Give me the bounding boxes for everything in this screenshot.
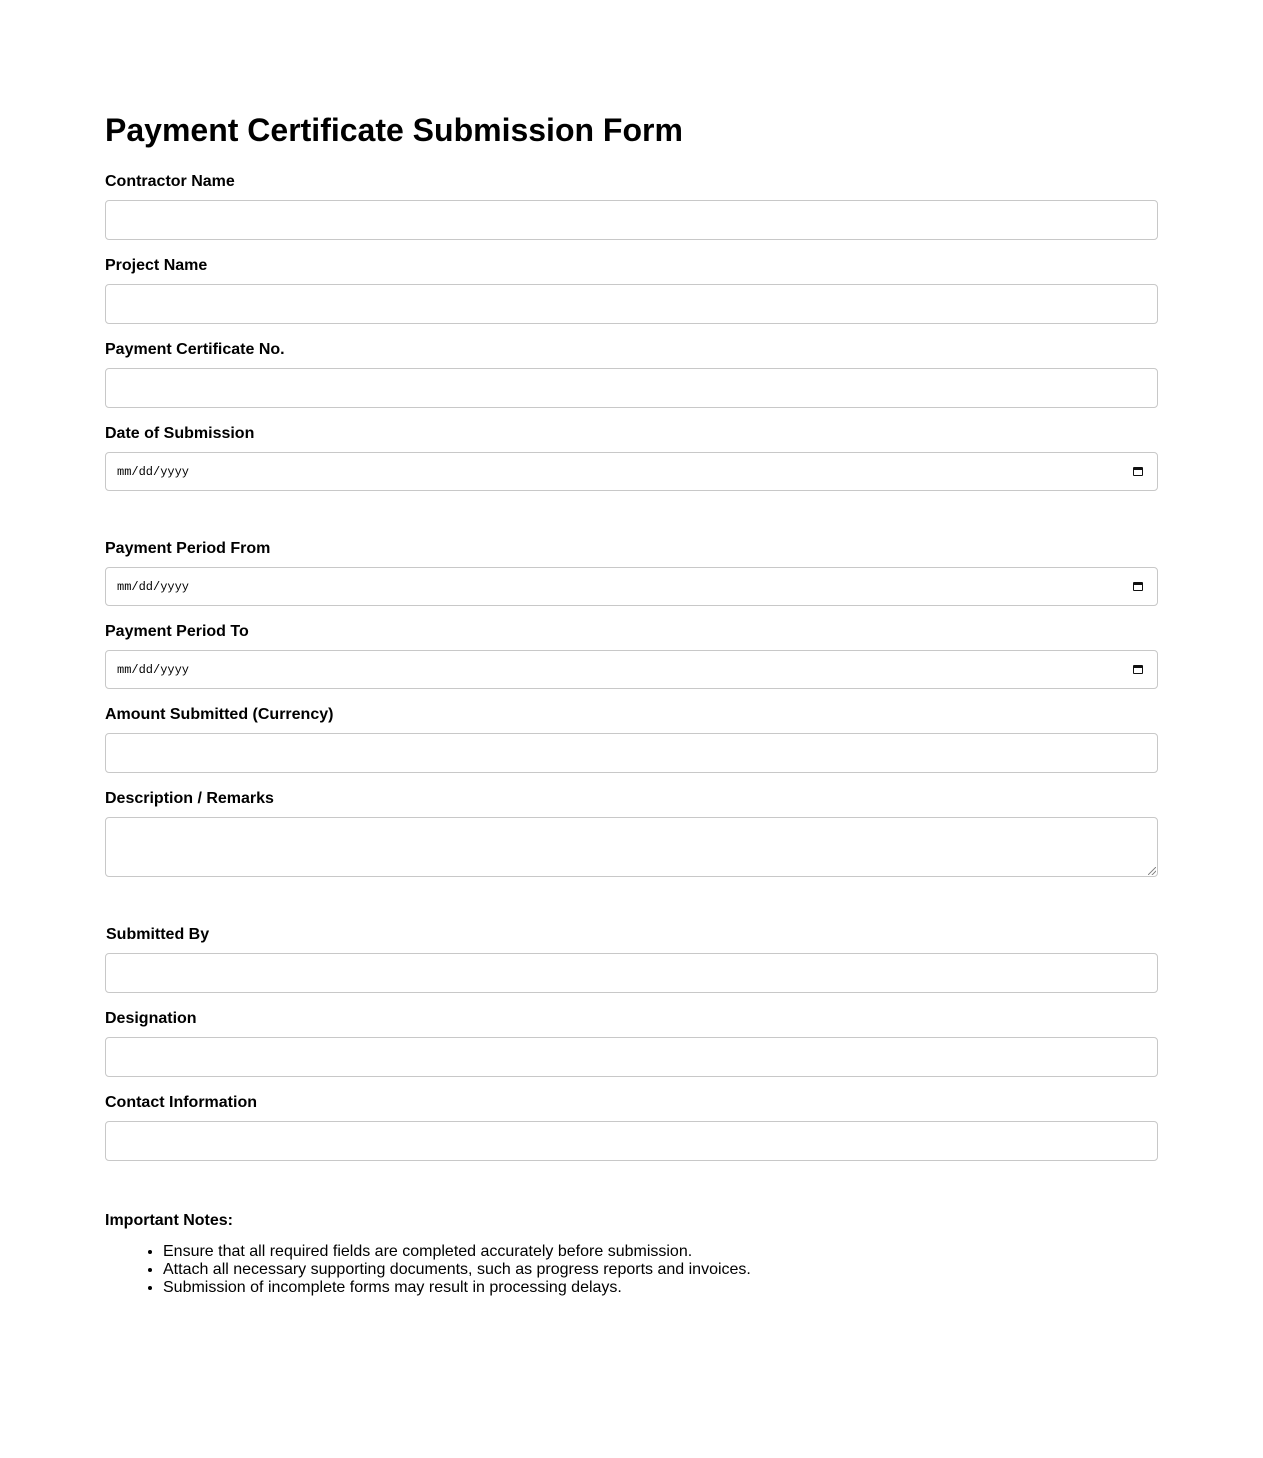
contact-information-input[interactable] [105, 1121, 1158, 1161]
description-textarea[interactable] [105, 817, 1158, 877]
submitted-by-label: Submitted By [106, 926, 210, 943]
submitted-by-input[interactable] [105, 953, 1158, 993]
payment-certificate-no-input[interactable] [105, 368, 1158, 408]
amount-submitted-label: Amount Submitted (Currency) [105, 706, 334, 723]
project-name-input[interactable] [105, 284, 1158, 324]
contact-information-label: Contact Information [105, 1094, 257, 1111]
list-item: • Submission of incomplete forms may result in processing delays. [163, 1279, 751, 1297]
designation-label: Designation [105, 1010, 197, 1027]
description-label: Description / Remarks [105, 790, 274, 807]
calendar-icon[interactable] [1133, 467, 1143, 476]
project-name-label: Project Name [105, 257, 208, 274]
payment-period-from-label: Payment Period From [105, 540, 271, 557]
list-item: • Attach all necessary supporting documents, such as progress reports and invoices. [163, 1261, 751, 1279]
date-of-submission-placeholder: mm/dd/yyyy [117, 464, 190, 479]
payment-period-from-placeholder: mm/dd/yyyy [117, 579, 190, 594]
date-of-submission-input[interactable] [105, 452, 1158, 491]
amount-submitted-input[interactable] [105, 733, 1158, 773]
important-notes-heading: Important Notes: [105, 1212, 233, 1229]
date-of-submission-label: Date of Submission [105, 425, 255, 442]
page-title: Payment Certificate Submission Form [105, 112, 683, 148]
payment-period-to-label: Payment Period To [105, 623, 249, 640]
resize-grip-icon[interactable] [1148, 867, 1156, 875]
contractor-name-label: Contractor Name [105, 173, 235, 190]
calendar-icon[interactable] [1133, 582, 1143, 591]
calendar-icon[interactable] [1133, 665, 1143, 674]
important-notes-list [105, 1243, 751, 1297]
designation-input[interactable] [105, 1037, 1158, 1077]
payment-certificate-no-label: Payment Certificate No. [105, 341, 285, 358]
contractor-name-input[interactable] [105, 200, 1158, 240]
payment-period-from-input[interactable] [105, 567, 1158, 606]
list-item: • Ensure that all required fields are completed accurately before submission. [163, 1243, 751, 1261]
payment-period-to-placeholder: mm/dd/yyyy [117, 662, 190, 677]
payment-period-to-input[interactable] [105, 650, 1158, 689]
